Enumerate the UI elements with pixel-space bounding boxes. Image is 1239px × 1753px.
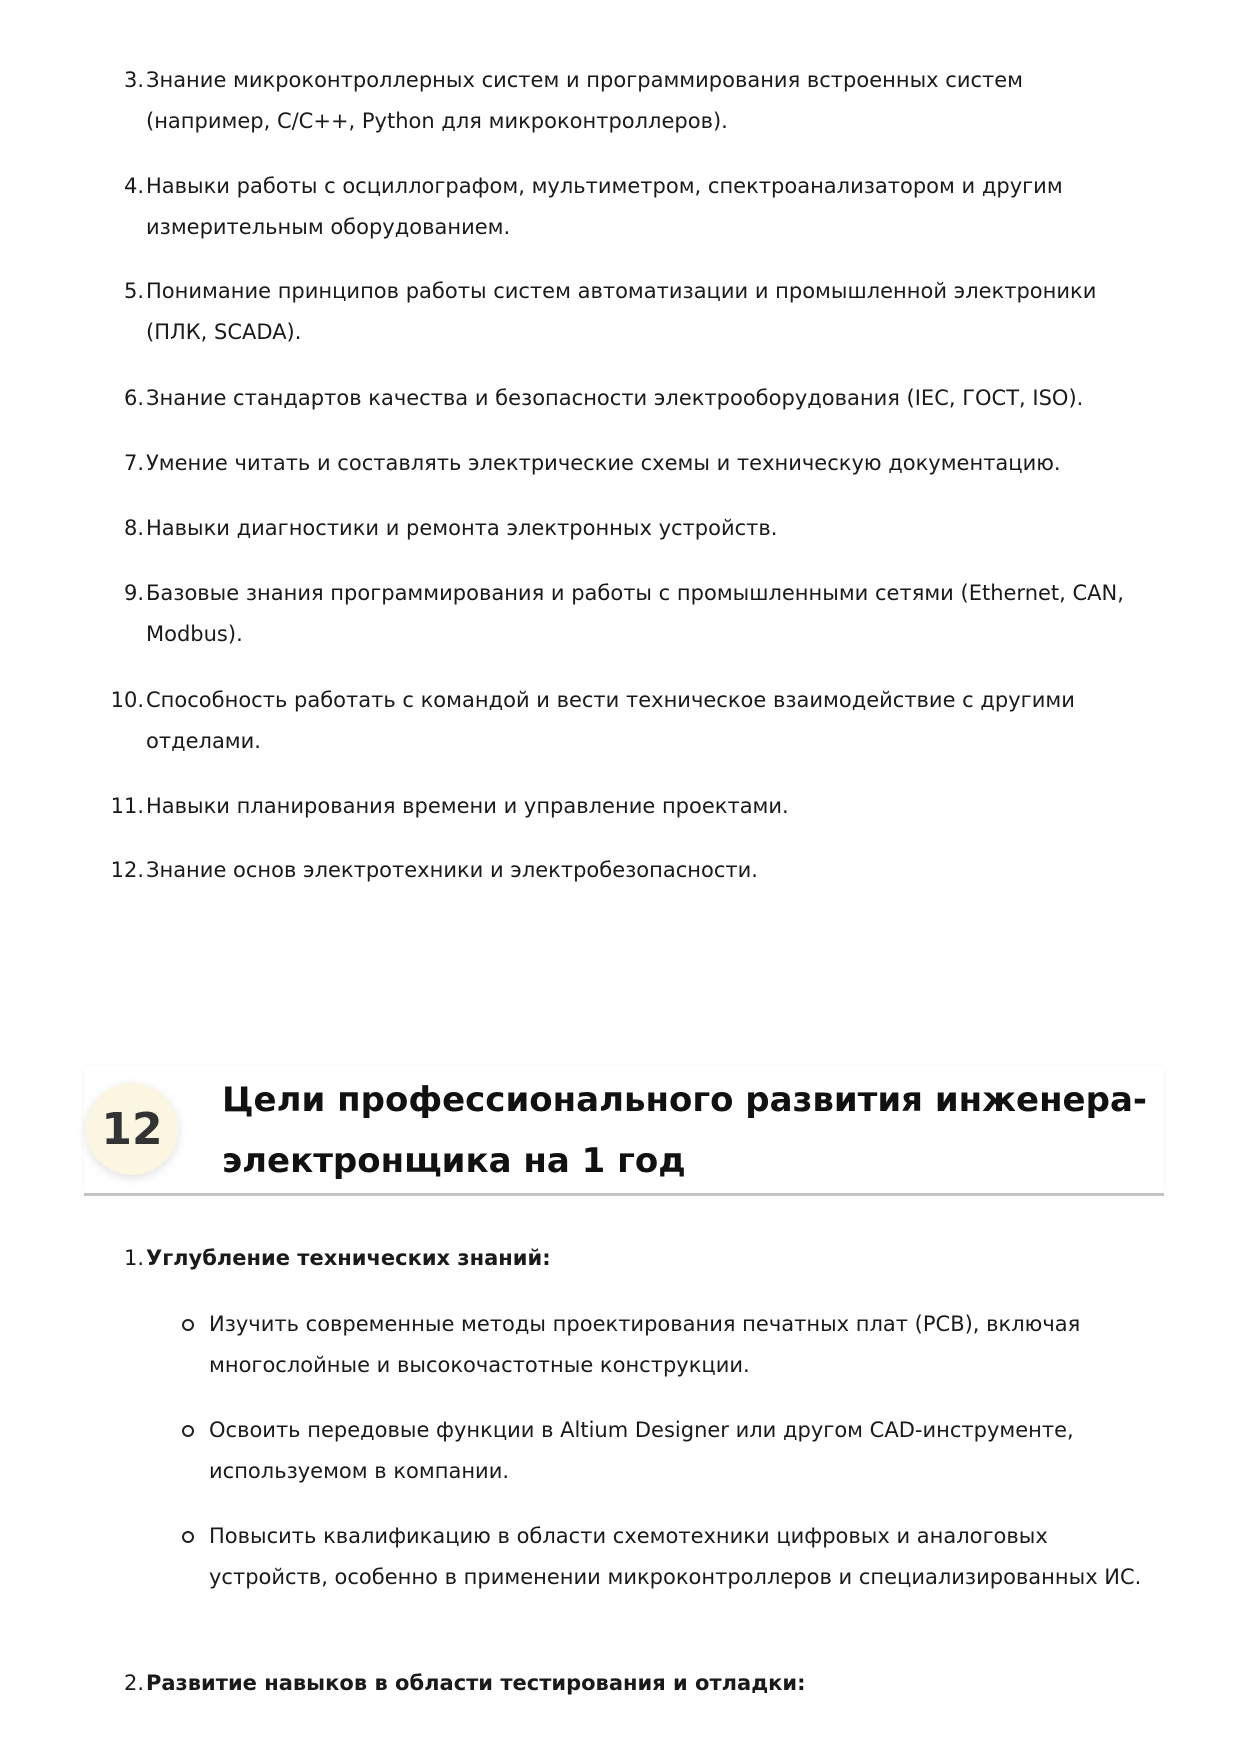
list-item: 6. Знание стандартов качества и безопасности электрооборудования (IEC, ГОСТ, ISO). [123, 386, 1084, 410]
list-item: 9. Базовые знания программирования и работы с промышленными сетями (Ethernet, CAN, Modbus). [123, 581, 1124, 646]
sub-list-item: Повысить квалификацию в области схемотехники цифровых и аналоговых устройств, особенно в применении микроконтроллеров и специализированных ИС. [209, 1516, 1159, 1598]
circle-bullet-icon [182, 1319, 194, 1331]
list-item: 2. Развитие навыков в области тестирования и отладки: [123, 1671, 806, 1695]
list-item: 7. Умение читать и составлять электрические схемы и техническую документацию. [123, 451, 1061, 475]
sub-list-item: Освоить передовые функции в Altium Designer или другом CAD-инструменте, используемом в компании. [209, 1410, 1159, 1492]
section-divider [84, 1193, 1164, 1196]
list-item: 5. Понимание принципов работы систем автоматизации и промышленной электроники (ПЛК, SCADA). [123, 279, 1097, 344]
list-item: 4. Навыки работы с осциллографом, мультиметром, спектроанализатором и другим измерительным оборудованием. [123, 174, 1063, 239]
list-item: 10. Способность работать с командой и вести техническое взаимодействие с другими отделами. [110, 688, 1075, 753]
list-item: 1. Углубление технических знаний: [123, 1246, 551, 1270]
section-number-badge: 12 [86, 1083, 178, 1175]
list-item: 3. Знание микроконтроллерных систем и программирования встроенных систем (например, C/C++, Python для микроконтроллеров). [123, 68, 1024, 133]
circle-bullet-icon [182, 1531, 194, 1543]
list-item: 12. Знание основ электротехники и электробезопасности. [110, 858, 758, 882]
section-title: Цели профессионального развития инженера-электронщика на 1 год [222, 1080, 1148, 1181]
list-item: 8. Навыки диагностики и ремонта электронных устройств. [123, 516, 778, 540]
list-item: 11. Навыки планирования времени и управление проектами. [110, 794, 789, 818]
sub-list-item: Изучить современные методы проектирования печатных плат (PCB), включая многослойные и высокочастотные конструкции. [209, 1304, 1159, 1386]
circle-bullet-icon [182, 1425, 194, 1437]
